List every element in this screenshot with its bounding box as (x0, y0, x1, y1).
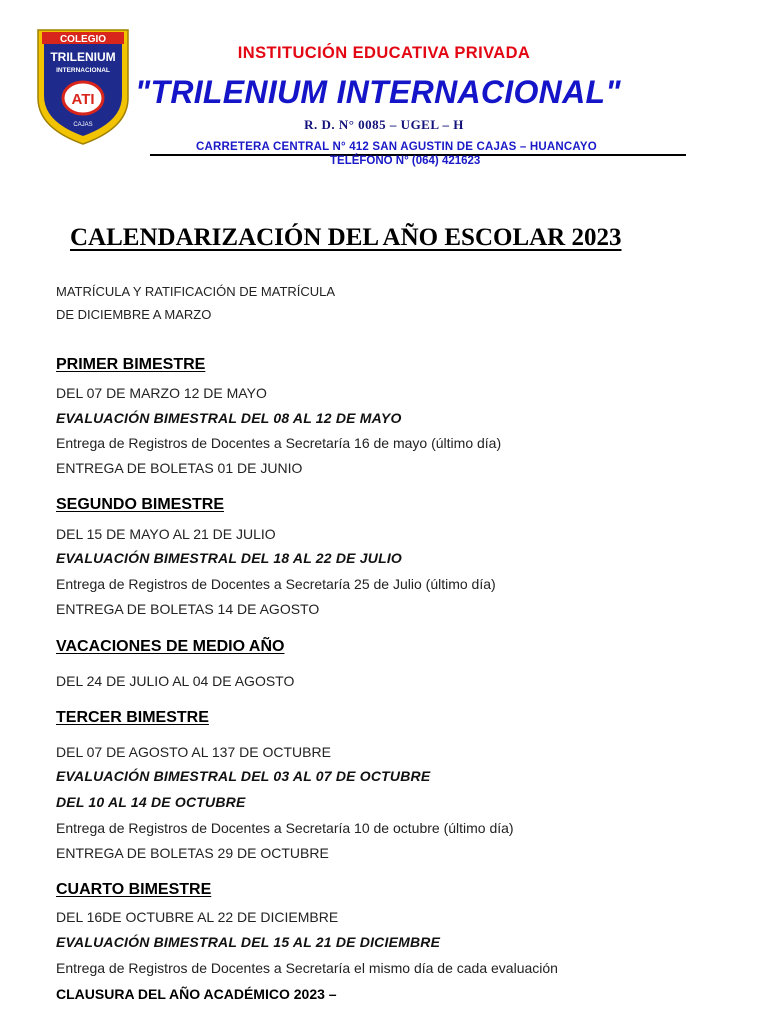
primer-registros: Entrega de Registros de Docentes a Secretaría 16 de mayo (último día) (56, 435, 502, 451)
section-heading-primer: PRIMER BIMESTRE (56, 356, 206, 373)
segundo-evaluation: EVALUACIÓN BIMESTRAL DEL 18 AL 22 DE JULIO (56, 550, 403, 566)
address-line: CARRETERA CENTRAL N° 412 SAN AGUSTIN DE CAJAS – HUANCAYO (196, 141, 597, 153)
enrollment-line-2: DE DICIEMBRE A MARZO (56, 307, 212, 322)
tercer-dates: DEL 07 DE AGOSTO AL 137 DE OCTUBRE (56, 744, 331, 760)
cuarto-evaluation: EVALUACIÓN BIMESTRAL DEL 15 AL 21 DE DICIEMBRE (56, 934, 441, 950)
primer-dates: DEL 07 DE MARZO 12 DE MAYO (56, 385, 267, 401)
school-name: "TRILENIUM INTERNACIONAL" (135, 74, 621, 110)
crest-name-line2: INTERNACIONAL (56, 67, 110, 74)
enrollment-line-1: MATRÍCULA Y RATIFICACIÓN DE MATRÍCULA (56, 284, 336, 299)
clausura-line: CLAUSURA DEL AÑO ACADÉMICO 2023 – (56, 986, 337, 1002)
resolution-line: R. D. N° 0085 – UGEL – H (304, 117, 464, 132)
tercer-boletas: ENTREGA DE BOLETAS 29 DE OCTUBRE (56, 845, 329, 861)
cuarto-dates: DEL 16DE OCTUBRE AL 22 DE DICIEMBRE (56, 909, 339, 925)
tercer-evaluation-2: DEL 10 AL 14 DE OCTUBRE (56, 794, 246, 810)
phone-line: TELÉFONO N° (064) 421623 (330, 155, 481, 167)
segundo-dates: DEL 15 DE MAYO AL 21 DE JULIO (56, 526, 276, 542)
crest-name-line1: TRILENIUM (50, 50, 116, 64)
section-heading-tercer: TERCER BIMESTRE (56, 709, 209, 726)
section-heading-segundo: SEGUNDO BIMESTRE (56, 496, 225, 513)
vacaciones-dates: DEL 24 DE JULIO AL 04 DE AGOSTO (56, 673, 295, 689)
primer-boletas: ENTREGA DE BOLETAS 01 DE JUNIO (56, 460, 303, 476)
crest-monogram: ATI (71, 91, 95, 108)
section-heading-vacaciones: VACACIONES DE MEDIO AÑO (56, 638, 285, 655)
institution-type: INSTITUCIÓN EDUCATIVA PRIVADA (237, 44, 531, 62)
tercer-registros: Entrega de Registros de Docentes a Secretaría 10 de octubre (último día) (56, 820, 514, 836)
crest-place: CAJAS (73, 122, 93, 128)
crest-top-text: COLEGIO (59, 34, 107, 45)
cuarto-registros: Entrega de Registros de Docentes a Secretaría el mismo día de cada evaluación (56, 960, 558, 976)
segundo-boletas: ENTREGA DE BOLETAS 14 DE AGOSTO (56, 601, 320, 617)
primer-evaluation: EVALUACIÓN BIMESTRAL DEL 08 AL 12 DE MAYO (56, 410, 402, 426)
tercer-evaluation: EVALUACIÓN BIMESTRAL DEL 03 AL 07 DE OCTUBRE (56, 768, 431, 784)
segundo-registros: Entrega de Registros de Docentes a Secretaría 25 de Julio (último día) (56, 576, 496, 592)
document-title: CALENDARIZACIÓN DEL AÑO ESCOLAR 2023 (70, 224, 622, 251)
section-heading-cuarto: CUARTO BIMESTRE (56, 881, 212, 898)
